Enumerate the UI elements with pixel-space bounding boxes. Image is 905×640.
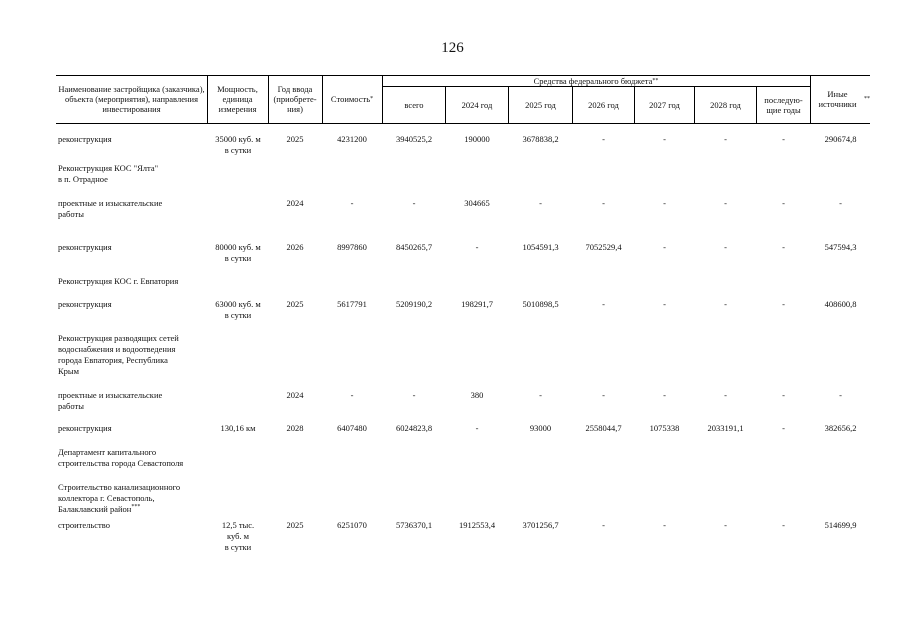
cell-total: 3940525,2 xyxy=(395,134,433,144)
header-2024: 2024 год xyxy=(461,100,493,110)
cell-2025: - xyxy=(539,390,542,400)
cell-2024: 190000 xyxy=(464,134,490,144)
cell-year: 2024 xyxy=(286,198,304,208)
header-name: Наименование застройщика (заказчика), объекта (мероприятия), направления инвестирования xyxy=(58,84,205,114)
cell-2026: 7052529,4 xyxy=(585,242,622,252)
cell-2028: - xyxy=(724,390,727,400)
cell-capacity: 35000 куб. м в сутки xyxy=(215,134,261,155)
cell-capacity: 130,16 км xyxy=(220,423,256,433)
cell-2025: - xyxy=(539,198,542,208)
cell-cost: 6251070 xyxy=(337,520,367,530)
footnote-mark: *** xyxy=(131,504,141,511)
header-divider xyxy=(207,75,208,123)
cell-cost: 6407480 xyxy=(337,423,367,433)
cell-next-years: - xyxy=(782,299,785,309)
header-capacity: Мощность, единица измерения xyxy=(217,84,258,114)
cell-name: реконструкция xyxy=(58,423,112,433)
cell-total: 6024823,8 xyxy=(395,423,433,433)
page-number: 126 xyxy=(441,40,464,56)
cell-cost: - xyxy=(350,390,354,400)
cell-2026: 2558044,7 xyxy=(585,423,622,433)
cell-name: Реконструкция КОС "Ялта" в п. Отрадное xyxy=(58,163,159,184)
cell-next-years: - xyxy=(782,423,785,433)
cell-2024: 1912553,4 xyxy=(458,520,496,530)
cell-other-sources: - xyxy=(839,390,842,400)
cell-2025: 5010898,5 xyxy=(522,299,559,309)
cell-year: 2025 xyxy=(286,520,304,530)
cell-cost: - xyxy=(350,198,354,208)
cell-2028: - xyxy=(724,242,727,252)
cell-cost: 4231200 xyxy=(337,134,367,144)
header-2025: 2025 год xyxy=(525,100,556,110)
cell-year: 2025 xyxy=(286,134,304,144)
cell-2028: - xyxy=(724,520,727,530)
header-2028: 2028 год xyxy=(710,100,741,110)
cell-2027: 1075338 xyxy=(649,423,680,433)
cell-year: 2028 xyxy=(286,423,304,433)
cell-2025: 3678838,2 xyxy=(522,134,559,144)
cell-2026: - xyxy=(602,299,605,309)
cell-total: 5209190,2 xyxy=(395,299,433,309)
cell-name: строительство xyxy=(58,520,110,530)
cell-next-years: - xyxy=(782,390,785,400)
cell-2025: 1054591,3 xyxy=(522,242,559,252)
cell-other-sources: 547594,3 xyxy=(824,242,857,252)
cell-2028: - xyxy=(724,134,727,144)
cell-name: реконструкция xyxy=(58,299,112,309)
cell-2026: - xyxy=(602,198,605,208)
cell-2027: - xyxy=(663,134,666,144)
header-cost: Стоимость * xyxy=(330,94,374,104)
cell-next-years: - xyxy=(782,134,785,144)
cell-name: проектные и изыскательские работы xyxy=(58,390,163,411)
cell-2024: 304665 xyxy=(464,198,490,208)
cell-2028: - xyxy=(724,299,727,309)
cell-year: 2024 xyxy=(286,390,304,400)
cell-2024: 198291,7 xyxy=(461,299,493,309)
header-total: всего xyxy=(404,100,424,110)
cell-name: Департамент капитального строительства города Севастополя xyxy=(58,447,184,468)
header-federal: Средства федерального бюджета ** xyxy=(533,76,659,86)
cell-2027: - xyxy=(663,390,666,400)
cell-total: 8450265,7 xyxy=(395,242,433,252)
header-year: Год ввода (приобрете-ния) xyxy=(273,84,317,114)
cell-other-sources: - xyxy=(839,198,842,208)
cell-2028: - xyxy=(724,198,727,208)
cell-2024: - xyxy=(475,242,479,252)
cell-year: 2026 xyxy=(286,242,304,252)
cell-other-sources: 290674,8 xyxy=(824,134,857,144)
cell-cost: 8997860 xyxy=(337,242,367,252)
cell-2028: 2033191,1 xyxy=(707,423,744,433)
header-bottom-line xyxy=(56,123,870,124)
cell-other-sources: 408600,8 xyxy=(824,299,857,309)
header-2026: 2026 год xyxy=(588,100,619,110)
cell-capacity: 80000 куб. м в сутки xyxy=(215,242,261,263)
cell-2026: - xyxy=(602,390,605,400)
cell-total: - xyxy=(412,390,416,400)
cell-2027: - xyxy=(663,198,666,208)
cell-name: Реконструкция КОС г. Евпатория xyxy=(58,276,179,286)
cell-capacity: 63000 куб. м в сутки xyxy=(215,299,261,320)
cell-total: - xyxy=(412,198,416,208)
cell-next-years: - xyxy=(782,198,785,208)
cell-next-years: - xyxy=(782,520,785,530)
cell-year: 2025 xyxy=(286,299,304,309)
header-next-years: последую-щие годы xyxy=(764,95,803,115)
cell-name: Строительство канализационного коллектора г. Севастополь, Балаклавский район*** xyxy=(58,482,181,514)
cell-2027: - xyxy=(663,299,666,309)
cell-2025: 3701256,7 xyxy=(522,520,559,530)
cell-other-sources: 514699,9 xyxy=(824,520,857,530)
cell-name: проектные и изыскательские работы xyxy=(58,198,163,219)
cell-name: Реконструкция разводящих сетей водоснабжения и водоотведения города Евпатория, Республика Крым xyxy=(58,333,179,376)
cell-2025: 93000 xyxy=(529,423,552,433)
header-other-sources: Иные источники ** xyxy=(818,89,870,109)
cell-2026: - xyxy=(602,134,605,144)
cell-capacity: 12,5 тыс. куб. м в сутки xyxy=(221,520,255,552)
cell-cost: 5617791 xyxy=(337,299,367,309)
cell-2027: - xyxy=(663,520,666,530)
cell-name: реконструкция xyxy=(58,134,112,144)
cell-2027: - xyxy=(663,242,666,252)
cell-2024: - xyxy=(475,423,479,433)
cell-other-sources: 382656,2 xyxy=(824,423,857,433)
cell-2026: - xyxy=(602,520,605,530)
cell-name: реконструкция xyxy=(58,242,112,252)
header-2027: 2027 год xyxy=(649,100,680,110)
cell-2024: 380 xyxy=(470,390,484,400)
cell-total: 5736370,1 xyxy=(395,520,433,530)
cell-next-years: - xyxy=(782,242,785,252)
